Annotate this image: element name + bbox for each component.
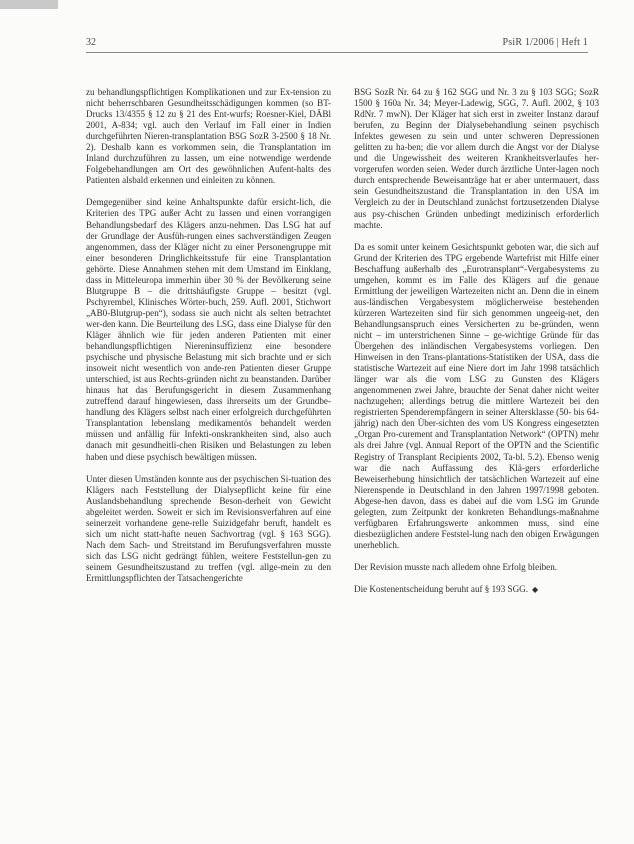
end-of-article-icon: ◆	[532, 584, 539, 594]
right-column	[354, 87, 599, 595]
body-paragraph: BSG SozR Nr. 64 zu § 162 SGG und Nr. 3 zu § 103 SGG; SozR 1500 § 160a Nr. 34; Meyer-Ladewig, SGG, 7. Aufl. 2002, § 103 RdNr. 7 mwN). Der Kläger hat sich erst in zweiter Instanz darauf berufen, zu Beginn der Dialysebehandlung seinen psychisch Infektes gewesen zu sein und unter schweren Depressionen gelitten zu ha-ben; die vor allem durch die Angst vor der Dialyse und die Ungewissheit des weiteren Krankheitsverlaufes her-vorgerufen worden seien. Weder durch ärztliche Unter-lagen noch durch entsprechende Beweisanträge hat er aber untermauert, dass sein Gesundheitszustand die Transplantation in den USA im Vergleich zu der in Deutschland zunächst fortzusetzenden Dialyse aus psy-chischen Gründen unbedingt medizinisch erforderlich machte.	[354, 87, 599, 230]
scan-corner-mark	[0, 0, 58, 9]
body-paragraph: Demgegenüber sind keine Anhaltspunkte dafür ersicht-lich, die Kriterien des TPG außer Acht zu lassen und einen vorrangigen Behandlungsbedarf des Klägers anzu-nehmen. Das LSG hat auf der Grundlage der Ausfüh-rungen eines sachverständigen Zeugen angenommen, dass der Kläger nicht zu einer Personengruppe mit einer besonderen Dringlichkeitsstufe für eine Transplantation gehörte. Diese Annahmen stehen mit dem Umstand im Einklang, dass in Mitteleuropa immerhin über 30 % der Bevölkerung seine Blutgruppe B – die drittshäufigste Gruppe – besitzt (vgl. Pschyrembel, Klinisches Wörter-buch, 259. Aufl. 2001, Stichwort „AB0-Blutgrup-pen“), sodass sie auch nicht als selten betrachtet wer-den kann. Die Beurteilung des LSG, dass eine Dialyse für den Kläger ähnlich wie für jeden anderen Patienten mit einer behandlungspflichtigen Niereninsuffizienz eine besondere psychische und physische Belastung mit sich brachte und er sich insoweit nicht wesentlich von ande-ren Patienten dieser Gruppe unterschied, ist aus Rechts-gründen nicht zu beanstanden. Darüber hinaus hat das Berufungsgericht in diesem Zusammenhang zutreffend darauf hingewiesen, dass ihrerseits um der Grundbe-handlung des Klägers selbst nach einer erfolgreich durchgeführten Transplantation lebenslang medikamentös behandelt werden müssen und anfällig für Infekti-onskrankheiten sind, also auch danach mit gesundheitli-chen Risiken und Belastungen zu leben haben und diese psychisch bewältigen müssen.	[86, 197, 331, 462]
body-paragraph: Der Revision musste nach alledem ohne Erfolg bleiben.	[354, 561, 558, 572]
running-header	[86, 37, 588, 51]
final-paragraph	[354, 584, 599, 595]
left-column	[86, 87, 331, 584]
body-paragraph: Unter diesen Umständen konnte aus der psychischen Si-tuation des Klägers nach Feststellung der Dialysepflicht keine für eine Auslandsbehandlung sprechende Beson-derheit von Gewicht abgeleitet werden. Soweit er sich im Revisionsverfahren auf eine seinerzeit vorhandene gene-relle Suizidgefahr beruft, handelt es sich um nicht statt-hafte neuen Sachvortrag (vgl. § 163 SGG). Nach dem Sach- und Streitstand im Berufungsverfahren musste sich das LSG nicht gedrängt fühlen, weitere Feststellun-gen zu seinem Gesundheitszustand zu treffen (vgl. allge-mein zu den Ermittlungspflichten der Tatsachengerichte	[86, 473, 331, 583]
header-divider	[86, 52, 588, 53]
body-paragraph: Da es somit unter keinem Gesichtspunkt geboten war, die sich auf Grund der Kriterien des TPG ergebende Wartefrist mit Hilfe einer Beschaffung außerhalb des „Eurotransplant“-Vergabesystems zu umgehen, kommt es im Falle des Klägers auf die genaue Ermittlung der jeweiligen Wartezeiten nicht an. Denn die in einem aus-ländischen Vergabesystem möglicherweise bestehenden kürzeren Wartezeiten sind für sich genommen ungeeig-net, den Behandlungsanspruch eines Versicherten zu be-gründen, wenn nicht – im unterstrichenen Sinne – ge-wichtige Gründe für das Übergehen des inländischen Vergabesystems vorliegen. Den Hinweisen in den Trans-plantations-Statistiken der USA, dass die statistische Wartezeit auf eine Niere dort im Jahr 1998 tatsächlich länger war als die vom LSG zu Gunsten des Klägers angenommenen zwei Jahre, brauchte der Senat daher nicht weiter nachzugehen; allerdings betrug die mittlere Wartezeit bei den registrierten Spenderempfängern in seiner Altersklasse (50- bis 64-jährig) nach den Über-sichten des vom US Kongress eingesetzten „Organ Pro-curement and Transplantation Network“ (OPTN) mehr als drei Jahre (vgl. Annual Report of the OPTN and the Scientific Registry of Transplant Recipients 2002, Ta-bl. 5.2). Ebenso wenig war die nach Auffassung des Klä-gers erforderliche Beweiserhebung hinsichtlich der tatsächlichen Wartezeit auf eine Nierenspende in Deutschland in den Jahren 1997/1998 geboten. Abgese-hen davon, dass es dabei auf die vom LSG im Grunde gelegten, zum Zeitpunkt der konkreten Behandlungs-maßnahme verfügbaren Erfahrungswerte ankommen muss, sind eine diesbezüglichen andere Feststel-lung nach den obigen Erwägungen unerheblich.	[354, 241, 599, 550]
cost-decision-text: Die Kostenentscheidung beruht auf § 193 SGG.	[354, 583, 529, 594]
body-paragraph: zu behandlungspflichtigen Komplikationen und zur Ex-tension zu nicht beherrschbaren Gesundheitsschädigungen kommen (so BT-Drucks 13/4355 § 12 zu § 21 des Ent-wurfs; Roesner-Kiel, DÄBl 2001, A-834; vgl. auch den Verlauf im Fall einer in Indien durchgeführten Nieren-transplantation BSG SozR 3-2500 § 18 Nr. 2). Deshalb kann es vorkommen sein, die Transplantation im Inland durchzuführen zu lassen, um eine notwendige werdende Folgebehandlungen am Ort des gewöhnlichen Aufent-halts des Patienten alsbald erkennen und einleiten zu können.	[86, 87, 331, 186]
journal-reference: PsiR 1/2006 | Heft 1	[502, 37, 588, 48]
page-number: 32	[86, 37, 96, 48]
